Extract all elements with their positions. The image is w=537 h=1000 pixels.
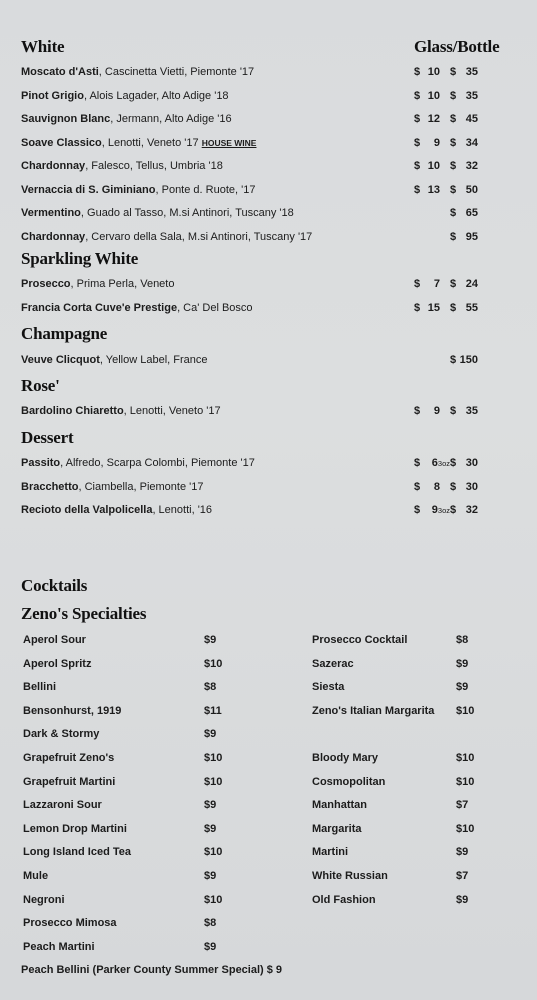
bottle-currency: $ — [450, 457, 457, 469]
wine-name: Recioto della Valpolicella — [21, 504, 153, 516]
cocktail-name: Manhattan — [312, 799, 367, 812]
wine-name: Bardolino Chiaretto — [21, 405, 124, 417]
cocktail-name: Grapefruit Zeno's — [23, 752, 115, 764]
cocktail-name: Mule — [23, 870, 49, 882]
cocktail-price: $9 — [204, 634, 217, 646]
wine-name: Sauvignon Blanc — [21, 113, 111, 125]
sparkling-heading: Sparkling White — [21, 249, 139, 268]
glass-bottle-heading: Glass/Bottle — [414, 37, 500, 56]
cocktail-price: $9 — [456, 846, 469, 859]
wine-row — [0, 113, 537, 131]
wine-name: Soave Classico — [21, 136, 102, 149]
cocktail-price: $10 — [204, 657, 223, 670]
cocktail-name: Peach Martini — [23, 940, 95, 953]
wine-description: Vernaccia di S. Giminiano, Ponte d. Ruote, '17 — [21, 183, 256, 196]
cocktail-price: $8 — [204, 917, 217, 930]
wine-description: Veuve Clicquot, Yellow Label, France — [21, 354, 208, 366]
bottle-currency: $ — [450, 66, 457, 78]
cocktail-name: Sazerac — [312, 657, 354, 670]
cocktail-price: $10 — [204, 775, 223, 788]
wine-row — [0, 160, 537, 178]
glass-currency: $ — [414, 457, 421, 469]
glass-price: 10 — [427, 89, 440, 102]
glass-price: 9 — [433, 136, 440, 149]
bottle-currency: $ — [450, 113, 457, 125]
glass-currency: $ — [414, 302, 421, 314]
bottle-price: 35 — [465, 405, 478, 417]
cocktail-price: $10 — [204, 752, 223, 764]
dessert-heading: Dessert — [21, 428, 74, 447]
glass-price: 9 — [433, 405, 440, 417]
glass-currency: $ — [414, 136, 421, 149]
glass-price: 7 — [433, 278, 440, 290]
wine-row — [0, 278, 537, 296]
specialties-heading: Zeno's Specialties — [21, 604, 147, 623]
wine-description: Soave Classico, Lenotti, Veneto '17 HOUSE WINE — [21, 136, 257, 149]
wine-row — [0, 302, 537, 320]
bottle-currency: $ — [450, 230, 457, 243]
cocktail-price: $10 — [456, 822, 475, 835]
glass-price: 63oz — [431, 457, 450, 469]
wine-description: Recioto della Valpolicella, Lenotti, '16 — [21, 504, 213, 516]
champagne-heading: Champagne — [21, 324, 108, 343]
wine-row — [0, 481, 537, 499]
wine-description: Chardonnay, Cervaro della Sala, M.si Antinori, Tuscany '17 — [21, 230, 313, 243]
glass-currency: $ — [414, 504, 421, 516]
wine-name: Veuve Clicquot — [21, 354, 100, 366]
wine-description: Vermentino, Guado al Tasso, M.si Antinori, Tuscany '18 — [21, 207, 294, 219]
wine-name: Pinot Grigio — [21, 89, 84, 102]
cocktail-name: Negroni — [23, 893, 65, 906]
wine-name: Moscato d'Asti — [21, 66, 99, 78]
cocktail-price: $10 — [456, 704, 475, 717]
wine-row — [0, 405, 537, 423]
bottle-price: 35 — [465, 66, 478, 78]
wine-name: Chardonnay — [21, 230, 86, 243]
cocktails-heading: Cocktails — [21, 576, 88, 595]
cocktail-price: $10 — [204, 893, 223, 906]
cocktail-name: Old Fashion — [312, 893, 376, 906]
bottle-price: 65 — [465, 207, 478, 219]
bottle-price: 32 — [465, 504, 478, 516]
bottle-price: 30 — [465, 457, 478, 469]
bottle-price: 55 — [465, 302, 478, 314]
wine-row — [0, 354, 537, 372]
glass-currency: $ — [414, 113, 421, 125]
cocktail-name: Long Island Iced Tea — [23, 846, 131, 859]
cocktail-price: $10 — [456, 752, 475, 764]
cocktail-name: Grapefruit Martini — [23, 775, 116, 788]
glass-currency: $ — [414, 278, 421, 290]
bottle-price: 35 — [465, 89, 478, 102]
bottle-price: 24 — [465, 278, 478, 290]
wine-row — [0, 504, 537, 522]
wine-row — [0, 66, 537, 84]
bottle-currency: $ — [450, 160, 457, 172]
bottle-currency: $ — [450, 480, 457, 493]
wine-row — [0, 231, 537, 249]
cocktail-name: Prosecco Cocktail — [312, 634, 408, 646]
cocktail-name: Aperol Spritz — [23, 657, 92, 670]
cocktail-price: $8 — [204, 681, 217, 694]
glass-price: 12 — [427, 113, 440, 125]
cocktail-price: $8 — [456, 634, 469, 646]
bottle-price: 95 — [465, 230, 478, 243]
wine-description: Francia Corta Cuve'e Prestige, Ca' Del Bosco — [21, 302, 253, 314]
cocktail-price: $9 — [204, 728, 217, 741]
glass-currency: $ — [414, 160, 421, 172]
cocktail-name: Dark & Stormy — [23, 728, 100, 741]
wine-row — [0, 137, 537, 155]
cocktail-name: Siesta — [312, 681, 345, 694]
cocktail-price: $7 — [456, 799, 469, 812]
glass-currency: $ — [414, 183, 421, 196]
wine-row — [0, 457, 537, 475]
cocktail-price: $10 — [456, 775, 475, 788]
white-heading: White — [21, 37, 65, 56]
wine-description: Chardonnay, Falesco, Tellus, Umbria '18 — [21, 160, 223, 172]
menu-footer-special: Peach Bellini (Parker County Summer Special) $ 9 — [21, 964, 283, 976]
glass-price: 8 — [433, 480, 440, 493]
cocktail-name: Bellini — [23, 681, 57, 694]
house-wine-tag: HOUSE WINE — [201, 137, 257, 148]
wine-row — [0, 207, 537, 225]
wine-description: Bardolino Chiaretto, Lenotti, Veneto '17 — [21, 405, 221, 417]
glass-currency: $ — [414, 66, 421, 78]
wine-description: Passito, Alfredo, Scarpa Colombi, Piemonte '17 — [21, 457, 255, 469]
cocktail-price: $7 — [456, 870, 469, 882]
glass-price: 10 — [427, 66, 440, 78]
glass-currency: $ — [414, 480, 421, 493]
pour-size: 3oz — [437, 506, 450, 515]
glass-price: 10 — [427, 160, 440, 172]
rose-heading: Rose' — [21, 376, 60, 395]
wine-name: Francia Corta Cuve'e Prestige — [21, 302, 178, 314]
cocktail-name: Martini — [312, 846, 349, 859]
wine-name: Prosecco — [21, 278, 71, 290]
cocktail-price: $11 — [204, 704, 222, 717]
glass-currency: $ — [414, 405, 421, 417]
bottle-price: 30 — [465, 480, 478, 493]
bottle-currency: $ — [450, 136, 457, 149]
bottle-currency: $ — [450, 89, 457, 102]
cocktail-price: $9 — [456, 681, 469, 694]
wine-name: Vermentino — [21, 207, 81, 219]
cocktail-name: Lazzaroni Sour — [23, 799, 102, 812]
wine-name: Vernaccia di S. Giminiano — [21, 183, 156, 196]
glass-price: 93oz — [431, 504, 450, 516]
cocktail-price: $9 — [204, 822, 217, 835]
wine-description: Pinot Grigio, Alois Lagader, Alto Adige '18 — [21, 89, 229, 102]
bottle-currency: $ — [450, 183, 457, 196]
glass-price: 13 — [427, 183, 440, 196]
bottle-currency: $ — [450, 302, 457, 314]
cocktail-name: Cosmopolitan — [312, 775, 386, 788]
bottle-price: 32 — [465, 160, 478, 172]
bottle-currency: $ — [450, 405, 457, 417]
bottle-currency: $ — [450, 207, 457, 219]
cocktail-name: Aperol Sour — [23, 634, 86, 646]
bottle-price: 50 — [465, 183, 478, 196]
wine-name: Chardonnay — [21, 160, 86, 172]
wine-name: Bracchetto — [21, 480, 79, 493]
cocktail-price: $9 — [456, 893, 469, 906]
cocktail-name: Margarita — [312, 822, 362, 835]
glass-currency: $ — [414, 89, 421, 102]
cocktail-name: Bloody Mary — [312, 752, 379, 764]
bottle-currency: $ — [450, 278, 457, 290]
cocktail-price: $9 — [456, 657, 469, 670]
cocktail-price: $10 — [204, 846, 223, 859]
bottle-price: 150 — [459, 354, 478, 366]
wine-row — [0, 184, 537, 202]
cocktail-price: $9 — [204, 870, 217, 882]
cocktail-name: White Russian — [312, 870, 388, 882]
glass-price: 15 — [427, 302, 440, 314]
cocktail-price: $9 — [204, 940, 217, 953]
bottle-currency: $ — [450, 504, 457, 516]
bottle-price: 34 — [465, 136, 478, 149]
pour-size: 3oz — [437, 459, 450, 468]
cocktail-name: Bensonhurst, 1919 — [23, 704, 122, 717]
bottle-currency: $ — [450, 354, 457, 366]
wine-description: Bracchetto, Ciambella, Piemonte '17 — [21, 480, 204, 493]
cocktail-price: $9 — [204, 799, 217, 812]
cocktail-name: Lemon Drop Martini — [23, 822, 127, 835]
cocktail-name: Prosecco Mimosa — [23, 917, 117, 930]
wine-description: Moscato d'Asti, Cascinetta Vietti, Piemonte '17 — [21, 66, 255, 78]
wine-description: Sauvignon Blanc, Jermann, Alto Adige '16 — [21, 113, 232, 125]
cocktail-name: Zeno's Italian Margarita — [312, 704, 435, 717]
wine-row — [0, 90, 537, 108]
wine-name: Passito — [21, 457, 61, 469]
bottle-price: 45 — [465, 113, 478, 125]
wine-description: Prosecco, Prima Perla, Veneto — [21, 278, 175, 290]
